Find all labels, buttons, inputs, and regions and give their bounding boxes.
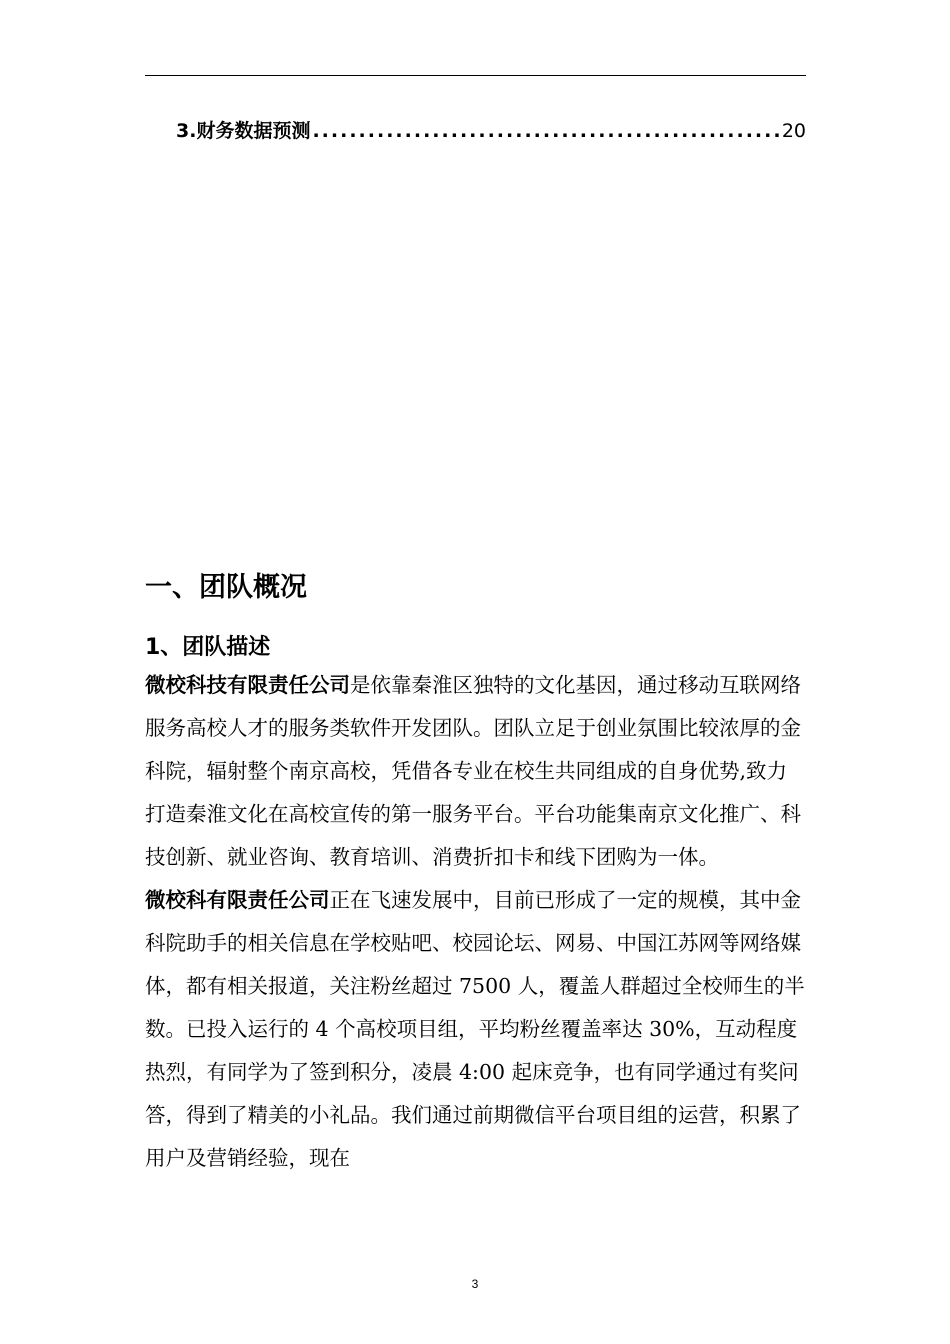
section-heading: 一、团队概况 [145, 572, 307, 603]
body-text [145, 646, 807, 1180]
header-rule [145, 75, 806, 76]
toc-entry-page: 20 [781, 120, 806, 142]
paragraph-2 [145, 879, 807, 1180]
paragraph-1 [145, 664, 807, 879]
paragraph-text: 是依靠秦淮区独特的文化基因，通过移动互联网络服务高校人才的服务类软件开发团队。团队立足于创业氛围比较浓厚的金科院，辐射整个南京高校，凭借各专业在校生共同组成的自身优势,致力打造秦淮文化在高校宣传的第一服务平台。平台功能集南京文化推广、科技创新、就业咨询、教育培训、消费折扣卡和线下团购为一体。 [145, 673, 801, 869]
subsection-heading: 1、团队描述 [145, 635, 271, 660]
toc-leader-dots [312, 120, 779, 142]
company-name: 微校科有限责任公司 [145, 888, 330, 912]
paragraph-text: 正在飞速发展中，目前已形成了一定的规模，其中金科院助手的相关信息在学校贴吧、校园论坛、网易、中国江苏网等网络媒体，都有相关报道，关注粉丝超过 7500 人，覆盖人群超过全校师生的半数。已投入运行的 4 个高校项目组，平均粉丝覆盖率达 30%，互动程度热烈，有同学为了签到积分，凌晨 4:00 起床竞争，也有同学通过有奖问答，得到了精美的小礼品。我们通过前期微信平台项目组的运营，积累了用户及营销经验，现在 [145, 888, 805, 1170]
company-name: 微校科技有限责任公司 [145, 673, 350, 697]
toc-entry[interactable] [176, 116, 806, 146]
page-number: 3 [471, 1277, 479, 1291]
toc-entry-title: 3.财务数据预测 [176, 120, 311, 142]
